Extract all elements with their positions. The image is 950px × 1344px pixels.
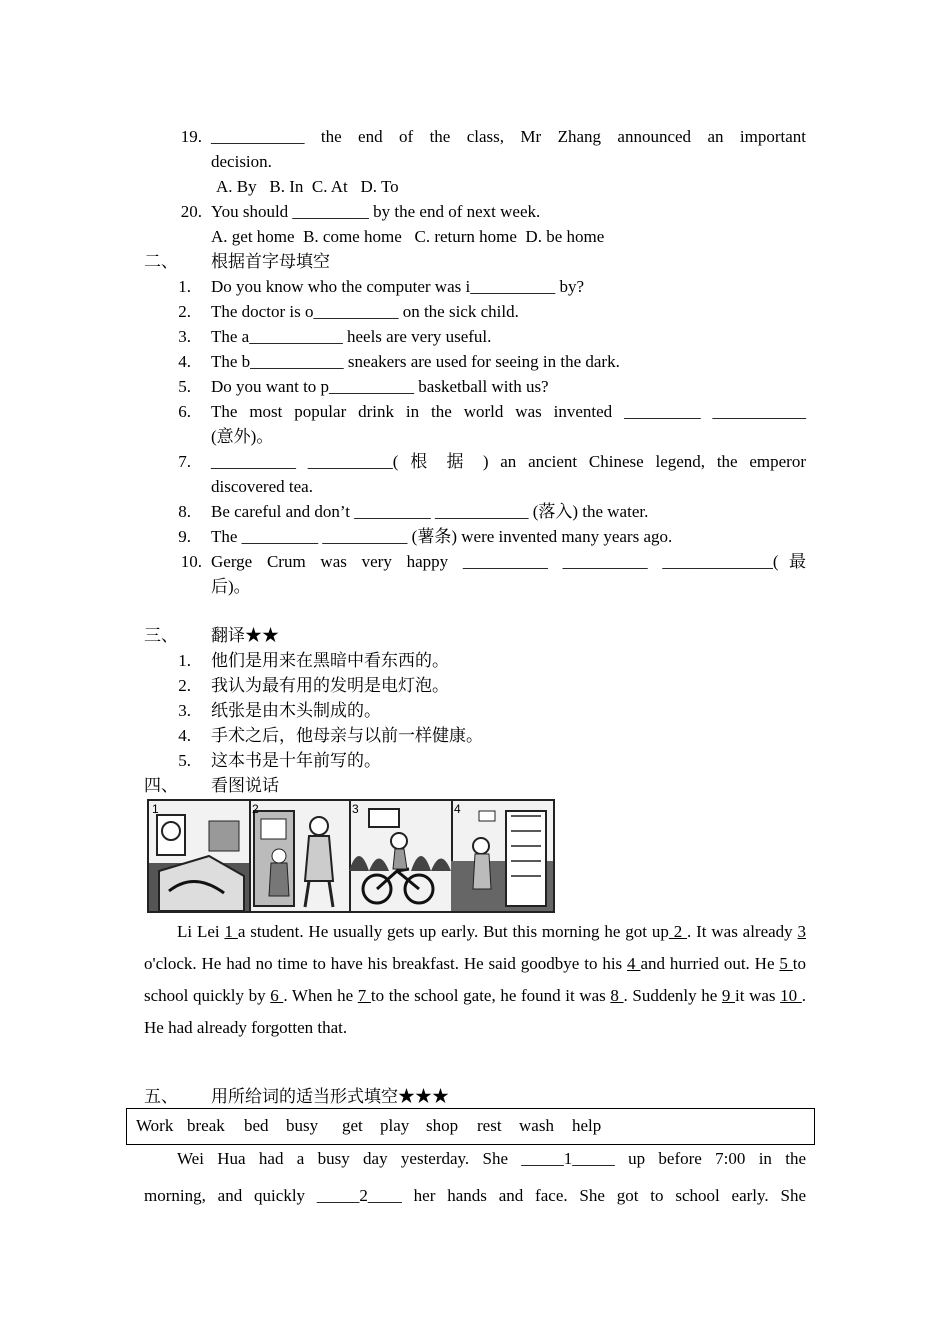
item-number: 7.	[178, 452, 191, 471]
item-text: Do you know who the computer was i__________ by?	[211, 277, 585, 296]
fill-item-10-cont: 后)。	[211, 577, 251, 596]
panel-number: 2	[252, 802, 259, 816]
story-text: to the school gate, he found it was	[370, 986, 611, 1005]
item-text: Be careful and don’t _________ ___________ (落入) the water.	[211, 502, 649, 521]
word-bank-item: wash	[519, 1116, 554, 1135]
paragraph-line-1: Wei Hua had a busy day yesterday. She _____1_____ up before 7:00 in the	[177, 1149, 806, 1168]
story-text: . Suddenly he	[623, 986, 722, 1005]
section-number: 三、	[144, 626, 178, 645]
story-text: to school quickly by	[144, 954, 807, 1005]
picture-panel-4	[451, 801, 553, 911]
blank-3: 3	[797, 922, 807, 941]
item-text: 他们是用来在黑暗中看东西的。	[211, 651, 449, 670]
question-text: You should _________ by the end of next week.	[211, 202, 541, 221]
section-5-paragraph	[144, 1140, 806, 1214]
school-gate-illustration	[451, 801, 553, 911]
item-text: Do you want to p__________ basketball with us?	[211, 377, 549, 396]
item-text: 我认为最有用的发明是电灯泡。	[211, 676, 449, 695]
bedroom-illustration	[149, 801, 249, 911]
item-number: 2.	[178, 676, 191, 695]
story-text: o'clock. He had no time to have his breakfast. He said goodbye to his	[144, 954, 628, 973]
story-text: and hurried out. He	[640, 954, 780, 973]
item-number: 3.	[178, 701, 191, 720]
blank-6: 6	[270, 986, 284, 1005]
section-number: 四、	[144, 776, 178, 795]
item-number: 6.	[178, 402, 191, 421]
blank-2: 2	[668, 922, 688, 941]
question-19-options: A. By B. In C. At D. To	[216, 177, 399, 196]
blank-8: 8	[610, 986, 624, 1005]
item-text: The a___________ heels are very useful.	[211, 327, 492, 346]
item-number: 3.	[178, 327, 191, 346]
word-bank-item: play	[380, 1116, 410, 1135]
picture-story-paragraph	[144, 916, 806, 1044]
word-bank-item: bed	[244, 1116, 269, 1135]
blank-9: 9	[721, 986, 736, 1005]
fill-item-7-cont: discovered tea.	[211, 477, 313, 496]
word-bank-item: shop	[426, 1116, 459, 1135]
item-text: The _________ __________ (薯条) were invented many years ago.	[211, 527, 673, 546]
item-text: The most popular drink in the world was invented _________ ___________	[211, 402, 806, 421]
story-text: . When he	[283, 986, 358, 1005]
word-bank-item: get	[342, 1116, 363, 1135]
blank-10: 10	[780, 986, 802, 1005]
item-number: 4.	[178, 726, 191, 745]
paragraph-line-2: morning, and quickly _____2____ her hands and face. She got to school early. She	[144, 1186, 806, 1205]
word-bank-item: busy	[286, 1116, 319, 1135]
item-number: 2.	[178, 302, 191, 321]
picture-panel-3	[349, 801, 453, 911]
word-bank-item: break	[187, 1116, 225, 1135]
question-20-options: A. get home B. come home C. return home D. be home	[211, 227, 605, 246]
leaving-home-illustration	[249, 801, 349, 911]
fill-item-6-cont: (意外)。	[211, 427, 274, 446]
panel-number: 1	[152, 802, 159, 816]
story-text: a student. He usually gets up early. But this morning he got up	[237, 922, 669, 941]
blank-4: 4	[627, 954, 641, 973]
question-19-cont: decision.	[211, 152, 272, 171]
item-number: 1.	[178, 277, 191, 296]
word-bank-item: Work	[136, 1116, 174, 1135]
section-number: 二、	[144, 252, 178, 271]
item-number: 4.	[178, 352, 191, 371]
picture-panel-2	[249, 801, 351, 911]
story-text: it was	[735, 986, 781, 1005]
story-text: Li Lei	[177, 922, 225, 941]
section-title: 根据首字母填空	[211, 252, 330, 271]
item-number: 1.	[178, 651, 191, 670]
item-text: The doctor is o__________ on the sick child.	[211, 302, 519, 321]
section-5-heading	[144, 1084, 449, 1109]
item-text: __________ __________( 根 据 ) an ancient Chinese legend, the emperor	[211, 452, 806, 471]
picture-panel-1	[149, 801, 251, 911]
panel-number: 3	[352, 802, 359, 816]
item-text: 这本书是十年前写的。	[211, 751, 381, 770]
question-number: 19.	[180, 127, 202, 146]
blank-5: 5	[779, 954, 793, 973]
story-text: . It was already	[687, 922, 798, 941]
item-number: 5.	[178, 377, 191, 396]
section-3-heading	[144, 623, 279, 648]
story-text: . He had already forgotten that.	[144, 986, 807, 1037]
blank-1: 1	[224, 922, 238, 941]
item-number: 5.	[178, 751, 191, 770]
item-text: 纸张是由木头制成的。	[211, 701, 381, 720]
item-number: 10.	[180, 552, 202, 571]
question-number: 20.	[180, 202, 202, 221]
blank-7: 7	[357, 986, 371, 1005]
section-title: 用所给词的适当形式填空★★★	[211, 1087, 449, 1106]
section-number: 五、	[144, 1087, 178, 1106]
section-title: 看图说话	[211, 776, 279, 795]
item-number: 9.	[178, 527, 191, 546]
section-title: 翻译★★	[211, 626, 279, 645]
item-text: Gerge Crum was very happy __________ __________ _____________(最	[211, 552, 806, 571]
panel-number: 4	[454, 802, 461, 816]
word-bank-item: rest	[477, 1116, 502, 1135]
picture-strip	[147, 799, 555, 913]
item-text: The b___________ sneakers are used for seeing in the dark.	[211, 352, 620, 371]
section-2-heading	[144, 249, 330, 274]
section-4-heading	[144, 773, 279, 798]
bicycle-illustration	[349, 801, 451, 911]
item-number: 8.	[178, 502, 191, 521]
word-bank-item: help	[572, 1116, 602, 1135]
question-text: ___________ the end of the class, Mr Zhang announced an important	[211, 127, 806, 146]
item-text: 手术之后，他母亲与以前一样健康。	[211, 726, 483, 745]
